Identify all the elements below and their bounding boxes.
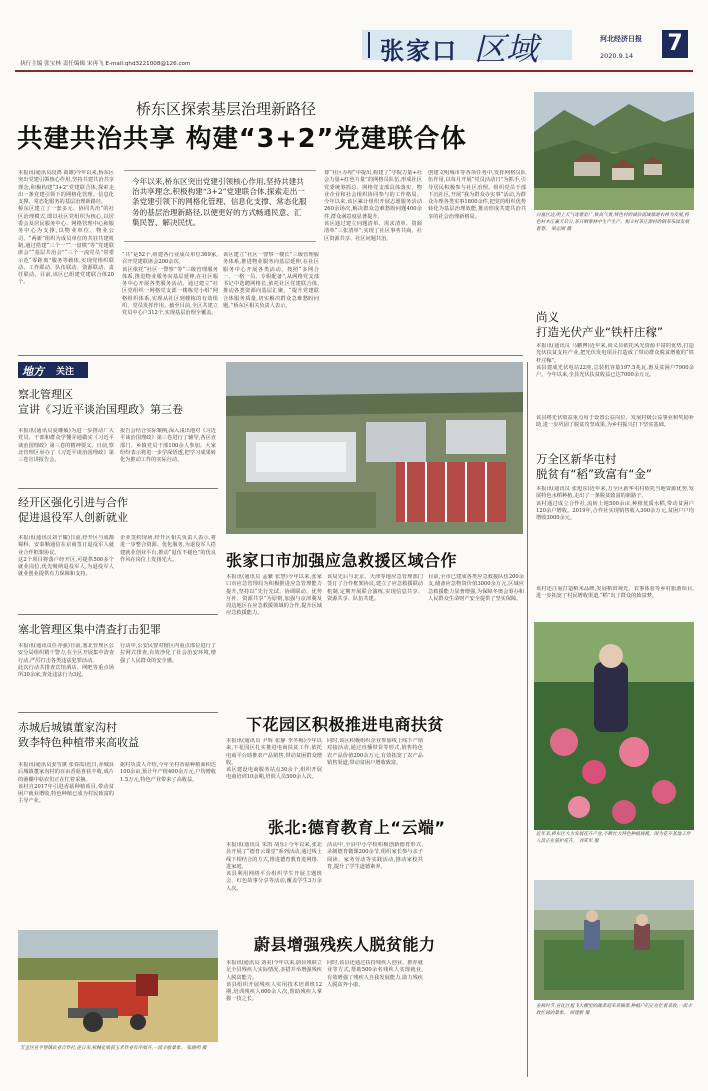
lead-body-col1: 本报讯(通讯员段鸿 葛雄)今年以来,桥东区突出党建引领核心作用,坚持共建共治共享理念,积极构建“3+2”党建联合体,探索走出一条党建引领下的网格化管理、信息化支撑、常态化服务的基层治理新路径。 桥东区建立了一套多元、协同共治“的社区治理模式,即以社区党组织为核心,以居委会及居民服务中心、网格管理中心和服务中心为支撑,以物业单位、物业公司、“两新”组织为成员单位的共驻共建机制,通过搭建“三个一”“一盘棋”等“党建联席会”“基层共治会”“三个一流党员”常委示范“零距离”服务等载体,实现党组织联动、工作联动、队伍联动、资源联动、责任联动。目前,该区已组建党建联合体20个。 (18, 170, 114, 286)
masthead-rule (15, 70, 693, 72)
page-header-right (600, 34, 642, 60)
left-p4b: 据村负责人介绍,今年全村香菇种植面积达100余亩,预计年产值400余万元,户均增收1.5万元,特色产业带来了高收益。 (120, 762, 216, 783)
lead-body-col3: 该区建立“社区一警察一楼长”三级管理服务体系,推进物业服务向基层延伸,在社区服务中心开展各类活动。按照“多网合一、一格一员、专职配备”,从网格党支部书记中选聘网格长,依托社区党建联合体,推动各类资源向基层汇聚。“提升党建联合体服务质量,切实解决群众急难愁盼问题。”桥东区相关负责人表示。 (223, 252, 319, 310)
right-photo1-caption: 近年来,桥东区大力发展花卉产业,不断壮大特色种植规模。图为花卉基地工作人员正在管护花卉。 刘亚军 摄 (536, 832, 691, 844)
mid-p1c: 目前,全市已建成各类应急救援队伍200余支,储备应急物资价值3000余万元,区域应急救援能力显著增强,为保障冬奥会筹办和人民群众生命财产安全提供了坚实保障。 (428, 574, 524, 602)
section-rule (18, 355, 523, 356)
section-banner (362, 30, 572, 68)
page-number: 7 (667, 31, 683, 56)
mid-p4: 本报讯(通讯员 刘美)今年以来,蔚县残联立足全县残疾人实际情况,多措并举增强残疾人脱贫能力。 该县组织开展残疾人实用技术培训班12期,培训残疾人600余人次,帮助残疾人掌握一技之长。 (226, 960, 322, 1003)
mid-h1: 张家口市加强应急救援区域合作 (226, 551, 458, 570)
mid-h3: 张北:德育教育上“云端” (268, 818, 446, 837)
section-divider (368, 32, 370, 58)
mid-photo-aerial-base (226, 362, 523, 534)
left-divider-2 (18, 614, 218, 615)
left-divider-1 (18, 488, 218, 489)
mid-p2: 本报讯(通讯员 尹辉 张静 李冬梅)今年以来,下花园区扎实推进电商扶贫工作,依托电商平台助推农产品销售,带动贫困群众增收。 该区建设电商服务站点30余个,组织开展电商培训10余期,培训人员500余人次。 (226, 738, 322, 781)
lead-headline: 共建共治共享 构建“3+2”党建联合体 (17, 124, 467, 154)
mid-p1b: 该局先后与北京、天津等地应急管理部门签订了合作框架协议,建立了应急救援联动机制,定期开展联合演练,实现信息共享、资源共享、队伍共建。 (327, 574, 423, 602)
right-p1: 本报讯(通讯员 马鹏博)近年来,尚义县依托风光资源丰富的优势,打造光伏扶贫支柱产业,把光伏发电项目打造成了带动群众脱贫增收的“铁杆庄稼”。 该县建成光伏电站22座,总装机容量197.5兆瓦,惠及贫困户7900余户。今年以来,全县光伏扶贫收益已达7000余万元。 (536, 343, 694, 379)
lead-intro-box (124, 170, 316, 242)
lead-kicker: 桥东区探索基层治理新路径 (136, 100, 317, 118)
greenhouse-illustration (534, 880, 694, 1000)
right-h2: 万全区新华屯村 脱贫有“稻”致富有“金” (536, 452, 652, 481)
left-p3: 本报讯(通讯员任亦强)日前,塞北管理区公安分局组织精干警力,在全区开展集中清查行动,严厉打击各类违法犯罪活动。 此次行动共排查宾馆酒店、网吧等重点场所30余家,查处违法行为3起。 (18, 643, 114, 679)
right-p2: 本报讯(通讯员 张旭东)近年来,万全区新华屯村依托当地资源优势,发展特色水稻种植,走出了一条脱贫致富的新路子。 该村通过成立合作社,流转土地500余亩,种植优质水稻,带动贫困户120余户增收。2019年,合作社实现销售收入300余万元,贫困户户均增收3000余元。 (536, 486, 694, 522)
mountain-village-illustration (534, 92, 694, 210)
left-p4: 本报讯(通讯员姜雪黛 张春霞)近日,赤城县后城镇董家沟村的百亩香菇喜获丰收,成片的菌棚中菇农们正在忙着采摘。 该村自2017年引进香菇种植项目,带动贫困户就业增收,特色种植已成为村民致富的主导产业。 (18, 762, 114, 805)
issue-date: 2020.9.14 (600, 52, 634, 60)
right-p2b: 该村还注重打造稻米品牌,发展稻田观光、农事体验等乡村旅游项目,进一步拓宽了村民增收渠道,“稻”出了群众的致富梦。 (536, 586, 694, 600)
harvester-illustration (18, 930, 218, 1042)
left-p1b: 报告会结合实际案例,深入浅出地对《习近平谈治国理政》第三卷进行了辅导,各区直部门、乡镇党员干部100余人参加。大家纷纷表示将进一步学深悟透,把学习成果转化为推动工作的实际行动。 (120, 428, 216, 464)
left-h1: 察北管理区 宣讲《习近平谈治国理政》第三卷 (18, 388, 183, 416)
left-p1: 本报讯(通讯员夏雕硕)为进一步推动广大党员、干部和群众学懂弄通做实《习近平谈治国理政》第三卷的精神要义。日前,察北管理区举办了《习近平谈治国理政》第三卷宣讲报告会。 (18, 428, 114, 464)
right-photo-greenhouse (534, 880, 694, 1000)
section-art-title: 区域 (474, 30, 539, 68)
editor-line: 执行主编 张宝林 责任编辑 宋再飞 E-mail:qhd3221008@126.com (20, 61, 191, 67)
aerial-base-illustration (226, 362, 523, 534)
left-p3b: 行动中,公安民警对辖区内重点部位进行了拉网式排查,有效净化了社会治安环境,增强了人民群众的安全感。 (120, 643, 216, 664)
left-divider-3 (18, 712, 218, 713)
local-focus-brand: 地方 (22, 365, 44, 378)
mid-p2b: 同时,该区积极组织企业参加线上线下产销对接活动,通过直播带货等形式,销售特色农产品价值200余万元,有效拓宽了农产品销售渠道,带动贫困户增收致富。 (327, 738, 423, 766)
left-h4: 赤城后城镇董家沟村 致李特色种植带来高收益 (18, 721, 139, 749)
lead-body-col5: 创建文明城市等各项任务中,发挥网格员队伍作用,以每月开展“党员活动日”为抓手,引导居民积极参与社区治理。组织党员干部下沉社区,开展“我为群众办实事”活动,为群众办理各类实事1800余件,把党的组织优势转化为基层治理效能,推动形成共建共治共享的社会治理新格局。 (428, 170, 526, 220)
column-separator (527, 362, 528, 1077)
lead-intro: 今年以来,桥东区突出党建引领核心作用,坚持共建共治共享理念,积极构建“3+2”党建联合体,探索走出一条党建引领下的网格化管理、信息化支撑、常态化服务的基层治理新路径,以便更好的方式畅通民意、汇集民智、解决民忧。 (132, 177, 307, 227)
page-number-badge (662, 30, 688, 58)
local-focus-text: 关注 (56, 367, 75, 377)
left-p2: 本报讯(通讯员刘子耀)日前,经开区与成都蜀科、安泰顺通信在京商签订退役军人就业合作框架协议。 这2个项目将落户经开区,可提供500多个就业岗位,优先吸纳退役军人,为退役军人就业创业提供有力保障和支持。 (18, 535, 114, 578)
right-p1b: 该县将光伏收益重点用于设置公益岗位、发展村级公益事业和奖励补助,进一步巩固了脱贫攻坚成果,为乡村振兴打下坚实基础。 (536, 415, 694, 429)
lead-photo-mountain-village (534, 92, 694, 210)
left-h3: 塞北管理区集中清查打击犯罪 (18, 623, 161, 636)
local-focus-label (18, 362, 88, 378)
mid-p3b: 活动中,全县中小学校积极创新德育形式,录制德育微课200余节,组织家长参与亲子阅读、家务劳动等实践活动,推动家校共育,提升了学生道德素养。 (327, 842, 423, 870)
left-photo-caption: 万全区宣平堡镇农业合作社,连日来,机械化收获玉米作业有序展开,一派丰收景象。 张晓明 摄 (20, 1046, 207, 1051)
masthead (0, 0, 708, 72)
lead-body-col4: 尊“社区办理”中提出,构建了“学院力量+社会力量+红色力量”的网格员队伍,形成社区党委统筹抓总、网格党支部具体落实、物业企业和社会组织协同参与的工作格局。今年以来,该区累计组织开展志愿服务活动260余场次,解决群众急难愁盼问题400余件,群众满意度显著提升。 该区通过建立问题清单、需求清单、资源清单“三张清单”,实现了社区事务共商、社区资源共享、社区问题共治。 (324, 170, 422, 242)
mid-p1: 本报讯(通讯员 孟繁 张慧)今年以来,张家口市应急管理局为积极推进应急管理能力提升,坚持以“先行先试、协调联动、优势互补、资源共享”为原则,加强与京津冀及周边地区在应急救援领域的合作,提升区域应急救援能力。 (226, 574, 322, 617)
lead-body-col2: “共”是52个,组建各行业成员单位369家,召开党建联席会200余次。 该区依托“社区一警察”等“三级管理服务体系,推进物业服务向基层延伸,在社区服务中心开展各类服务活动。通过建立“社区党组织一网格党支部一楼栋党小组”网格组织体系,实现从社区到楼栋的有效组织、党员发挥作用。截至目前,全区共建立党员中心户312个,实现基层治理全覆盖。 (122, 252, 218, 317)
flowers-illustration (534, 622, 694, 830)
left-h2: 经开区强化引进与合作 促进退役军人创新就业 (18, 496, 128, 524)
mid-p3: 本报讯(通讯员 朱凯 胡乐) 今年以来,张北县开展了“德育云课堂”系列活动,通过线上线下相结合的方式,推进德育教育进网络、进家庭。 该县利用网络平台组织学生开展主题班会、红色故事分享等活动,覆盖学生3万余人次。 (226, 842, 322, 892)
mid-p4b: 同时,该县还通过扶持残疾人创业、推荐就业等方式,帮助500余名残疾人实现就业,有效增强了残疾人自我发展能力,助力残疾人脱贫奔小康。 (327, 960, 423, 988)
paper-name: 河北经济日报 (600, 35, 642, 43)
right-photo2-caption: 金秋时节,宣化区旭飞大棚里的蔬菜迎来采摘季,种植户们正在忙着采收,一派丰收忙碌的景象。 周建新 摄 (536, 1004, 692, 1016)
mid-h4: 蔚县增强残疾人脱贫能力 (254, 935, 436, 954)
left-p2b: 企业签约现场,经开区相关负责人表示,将进一步整合资源、优化服务,为退役军人搭建就业创业平台,推动“退伍不褪色”的优良作风在岗位上发扬光大。 (120, 535, 216, 563)
right-photo-flowers (534, 622, 694, 830)
section-name: 张家口 (380, 37, 458, 65)
left-photo-harvester (18, 930, 218, 1042)
lead-photo-caption: 白塞区边,明上天气迷蒙宽广,秋高气爽,特色村的诚信流域旅游农林为发展,特色村木庄嘉天后公,茶日晒蒙林中生产生产。相立村茶庄源村的铜茶乐园发展着春。 梁志刚 摄 (536, 213, 690, 232)
mid-h2: 下花园区积极推进电商扶贫 (246, 715, 445, 734)
right-h1: 尚义 打造光伏产业“铁杆庄稼” (536, 310, 663, 339)
